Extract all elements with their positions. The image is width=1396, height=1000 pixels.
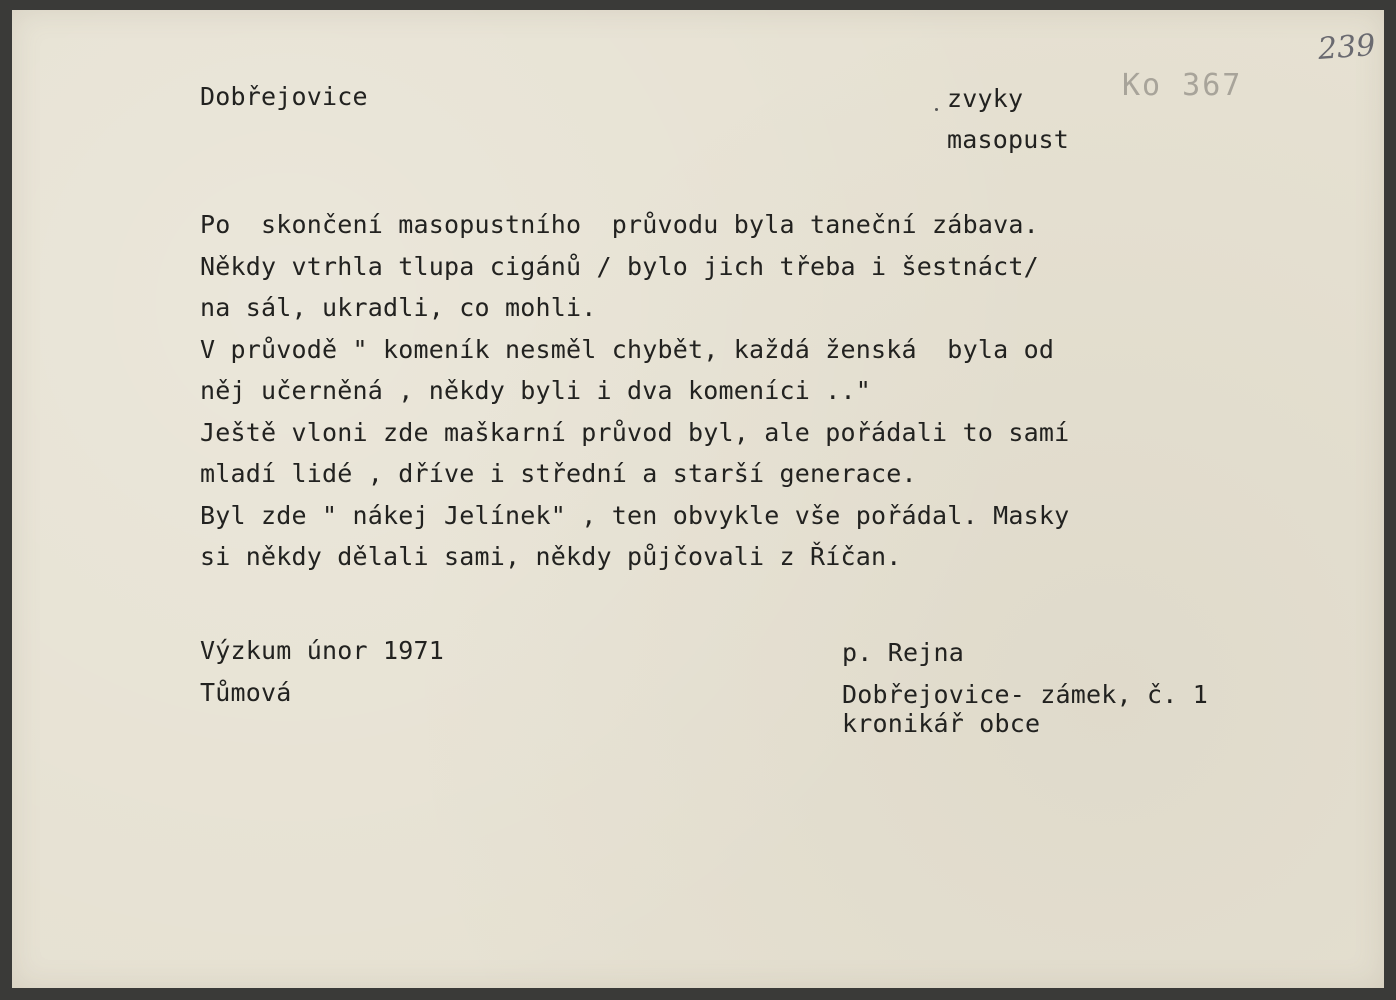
- archive-card: [12, 10, 1384, 988]
- body-line: Ještě vloni zde maškarní průvod byl, ale pořádali to samí: [200, 417, 1070, 447]
- body-line: Byl zde " nákej Jelínek" , ten obvykle vše pořádal. Masky: [200, 500, 1070, 530]
- body-line: na sál, ukradli, co mohli.: [200, 293, 597, 322]
- ink-dot: [935, 108, 938, 111]
- place-heading: Dobřejovice: [200, 82, 368, 111]
- informant-role: kronikář obce: [842, 709, 1041, 738]
- category-label: zvyky: [947, 84, 1024, 113]
- record-body: [200, 204, 1069, 578]
- body-line: mladí lidé , dříve i střední a starší generace.: [200, 459, 917, 488]
- page-number: 239: [1316, 28, 1377, 67]
- researcher-name: Tůmová: [200, 678, 292, 707]
- informant-name: p. Rejna: [842, 638, 965, 667]
- subcategory-label: masopust: [947, 125, 1070, 154]
- archive-stamp: Ko 367: [1122, 68, 1243, 103]
- body-line: něj učerněná , někdy byli i dva komeníci ..": [200, 376, 872, 405]
- body-line: Někdy vtrhla tlupa cigánů / bylo jich třeba i šestnáct/: [200, 251, 1039, 281]
- research-date: Výzkum únor 1971: [200, 636, 445, 665]
- body-line: si někdy dělali sami, někdy půjčovali z Říčan.: [200, 542, 902, 571]
- body-line: V průvodě " komeník nesměl chybět, každá ženská byla od: [200, 334, 1055, 364]
- informant-address: Dobřejovice- zámek, č. 1: [842, 680, 1209, 709]
- body-line: Po skončení masopustního průvodu byla taneční zábava.: [200, 210, 1039, 239]
